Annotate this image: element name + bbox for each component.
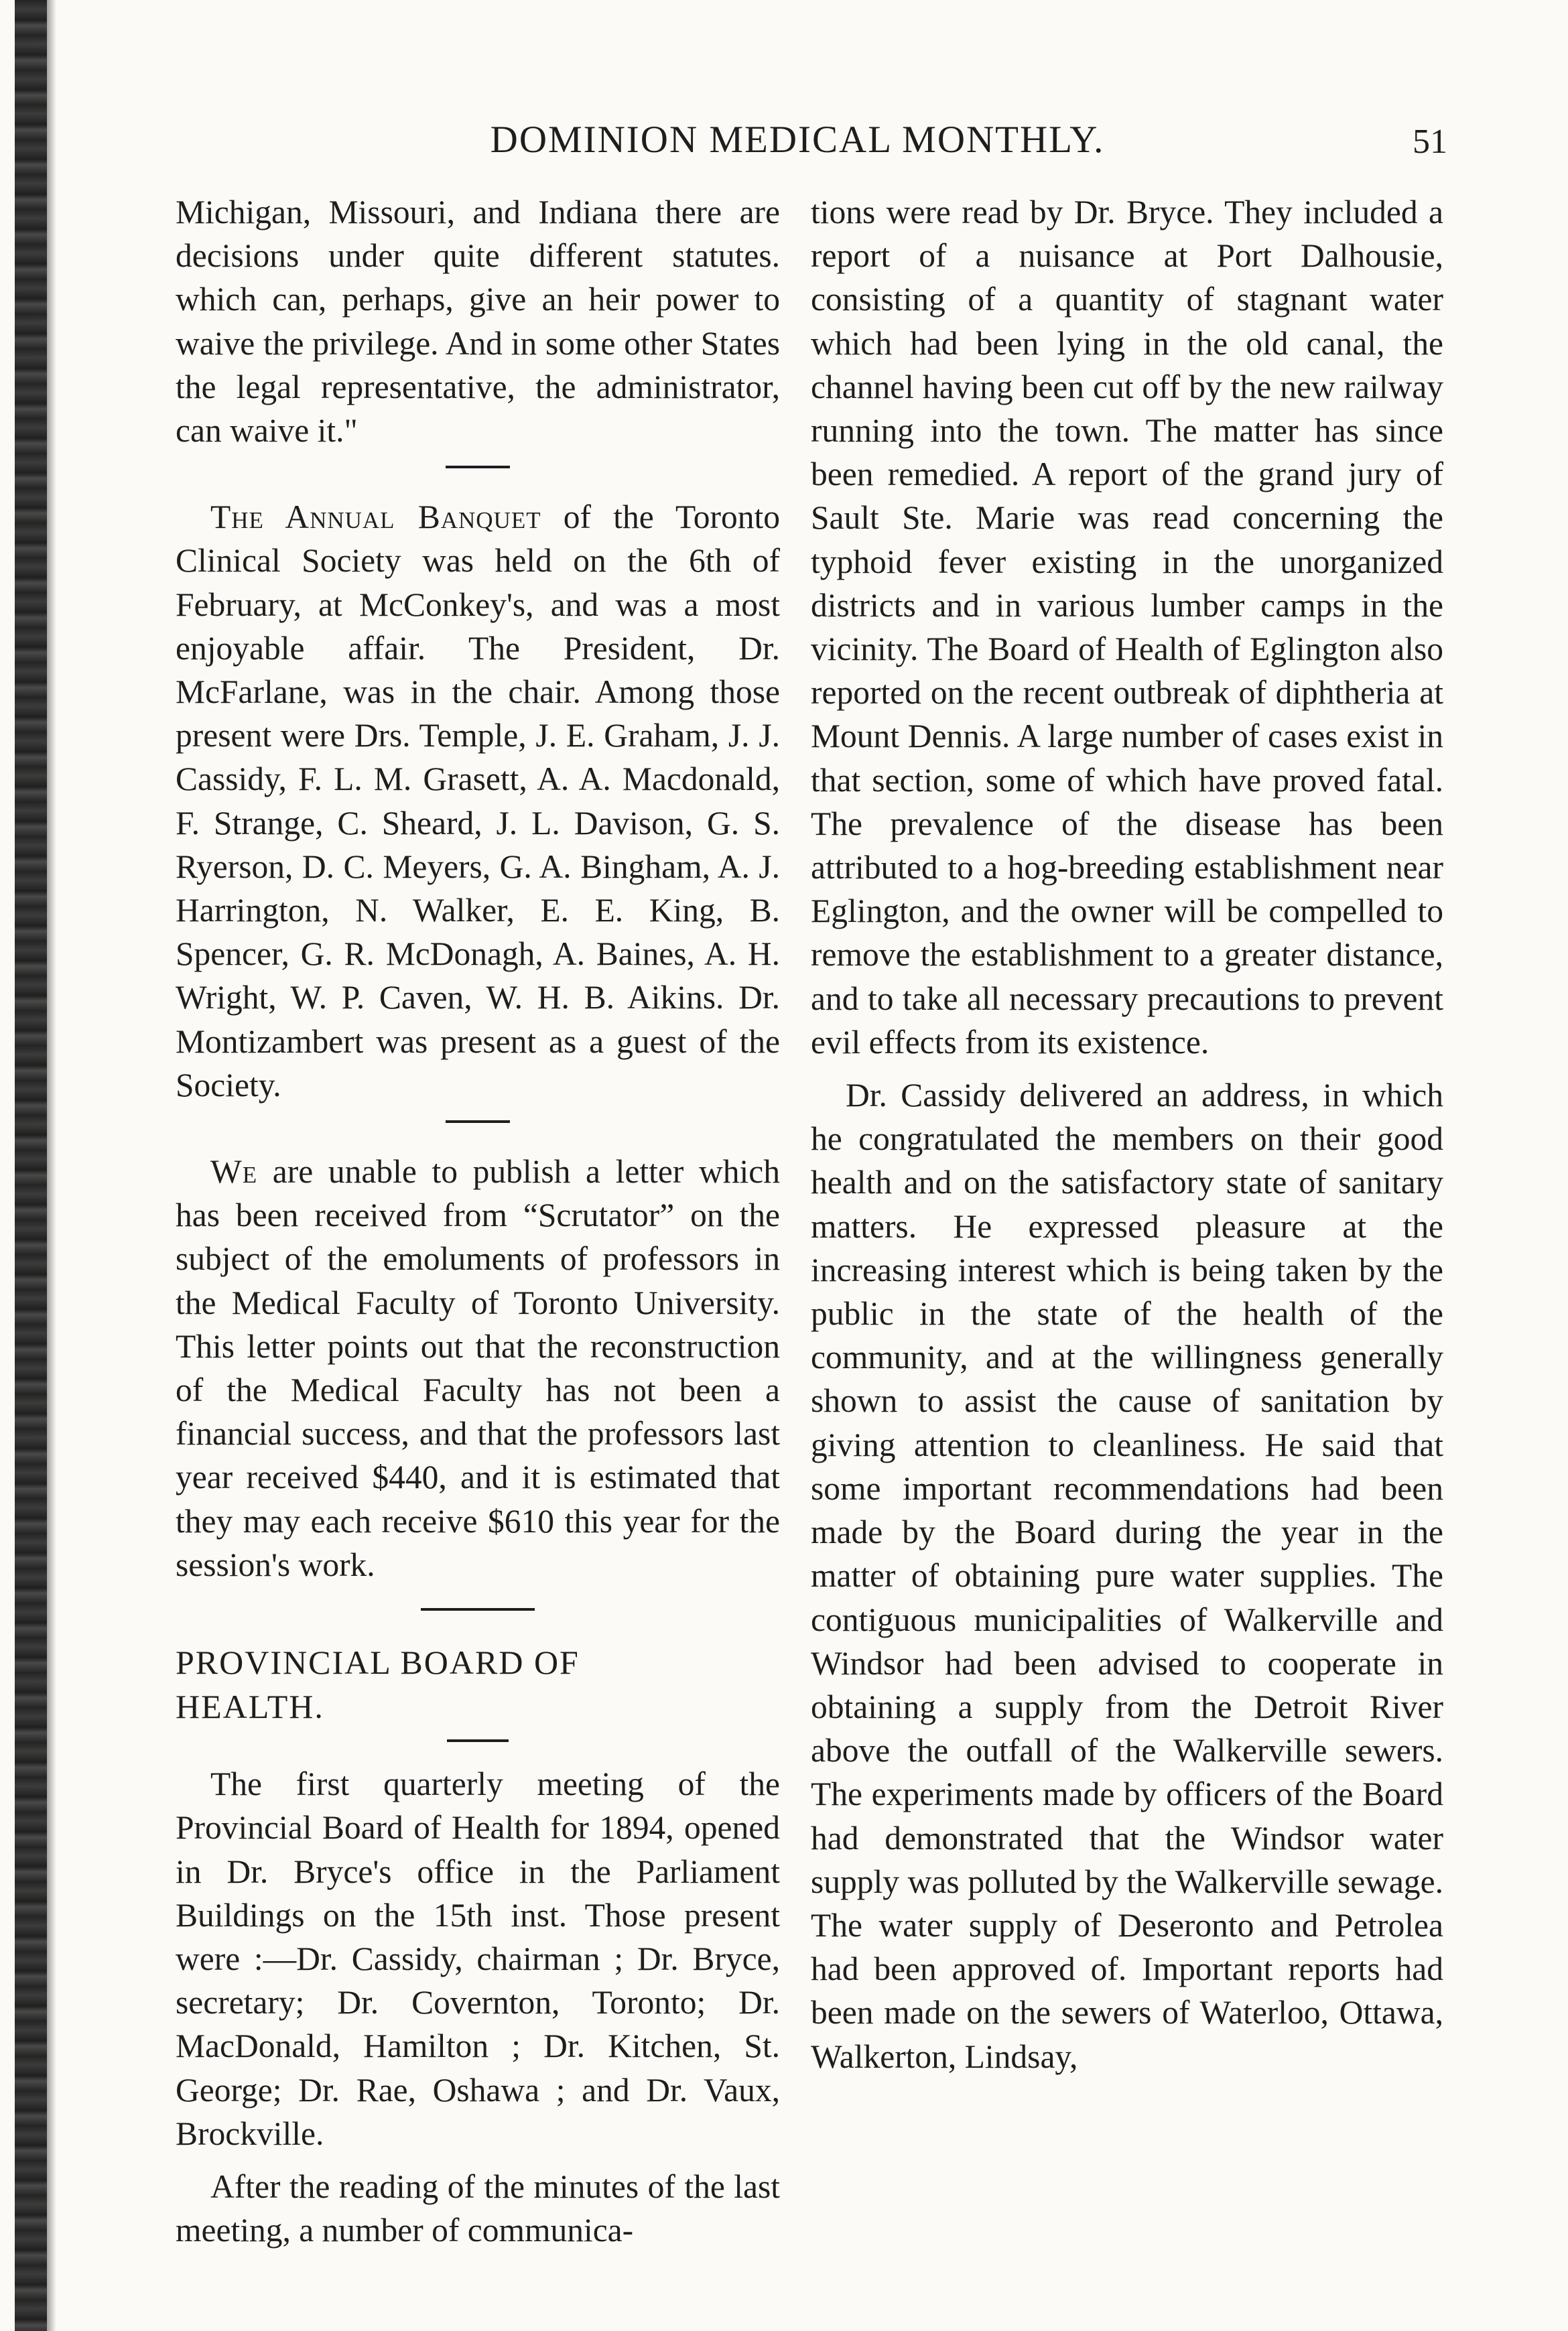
running-title: DOMINION MEDICAL MONTHLY. (490, 119, 1105, 161)
section-divider (421, 1608, 535, 1611)
right-column (811, 190, 1443, 2078)
section-heading-line-1: PROVINCIAL BOARD OF (176, 1644, 580, 1682)
section-divider (446, 466, 510, 468)
paragraph-privilege-continuation: Michigan, Missouri, and Indiana there are decisions under quite different statutes. which can, perhaps, give an heir power to waive the privilege. And in some other States the legal representative, the administrator, can waive it." (176, 194, 780, 450)
paragraph-quarterly-meeting: The first quarterly meeting of the Provincial Board of Health for 1894, opened in Dr. Bryce's office in the Parliament Buildings on the 15th inst. Those present were :—Dr. Cassidy, chairman ; Dr. Bryce, secretary; Dr. Covernton, Toronto; Dr. MacDonald, Hamilton ; Dr. Kitchen, St. George; Dr. Rae, Oshawa ; and Dr. Vaux, Brockville. (176, 1766, 780, 2152)
paragraph-communications-continued: tions were read by Dr. Bryce. They included a report of a nuisance at Port Dalhousie, consisting of a quantity of stagnant water which had been lying in the old canal, the channel having been cut off by the new railway running into the town. The matter has since been remedied. A report of the grand jury of Sault Ste. Marie was read concerning the typhoid fever existing in the unorganized districts and in various lumber camps in the vicinity. The Board of Health of Eglington also reported on the recent outbreak of diphtheria at Mount Dennis. A large number of cases exist in that section, some of which have proved fatal. The prevalence of the disease has been attributed to a hog-breeding establishment near Eglington, and the owner will be compelled to remove the establishment to a greater distance, and to take all necessary precautions to prevent evil effects from its existence. (811, 194, 1443, 1061)
binding-edge (47, 0, 56, 2331)
paragraph-body: are unable to publish a letter which has been received from “Scrutator” on the subject of the emoluments of professors in the Medical Faculty of Toronto University. This letter points out that the reconstruction of the Medical Faculty has not been a financial success, and that the professors last year received $440, and it is estimated that they may each receive $610 this year for the session's work. (176, 1153, 780, 1583)
left-column (176, 190, 780, 2252)
paragraph-cassidy-address: Dr. Cassidy delivered an address, in which he congratulated the members on their good health and on the satisfactory state of sanitary matters. He expressed pleasure at the increasing interest which is being taken by the public in the state of the health of the community, and at the willingness generally shown to assist the cause of sanitation by giving attention to cleanliness. He said that some important recommendations had been made by the Board during the year in the matter of obtaining pure water supplies. The contiguous municipalities of Walkerville and Windsor had been advised to cooperate in obtaining a supply from the Detroit River above the outfall of the Walkerville sewers. The experiments made by officers of the Board had demonstrated that the Windsor water supply was polluted by the Walkerville sewage. The water supply of Deseronto and Petrolea had been approved of. Important reports had been made on the sewers of Waterloo, Ottawa, Walkerton, Lindsay, (811, 1077, 1443, 2075)
paragraph-annual-banquet (176, 495, 780, 1107)
page-number: 51 (1413, 123, 1447, 161)
section-heading-line-2: HEALTH. (176, 1688, 324, 1726)
binding-shadow (15, 0, 47, 2331)
section-divider (446, 1120, 510, 1123)
paragraph-body: of the Toronto Clinical Society was held on the 6th of February, at McConkey's, and was a most enjoyable affair. The President, Dr. McFarlane, was in the chair. Among those present were Drs. Temple, J. E. Graham, J. J. Cassidy, F. L. M. Grasett, A. A. Macdonald, F. Strange, C. Sheard, J. L. Davison, G. S. Ryerson, D. C. Meyers, G. A. Bingham, A. J. Harrington, N. Walker, E. E. King, B. Spencer, G. R. McDonagh, A. Baines, A. H. Wright, W. P. Caven, W. H. B. Aikins. Dr. Montizambert was present as a guest of the Society. (176, 498, 780, 1104)
paragraph-lead-small-caps: The Annual Banquet (210, 498, 541, 536)
paragraph-lead-small-caps: We (210, 1153, 258, 1191)
paragraph-communications: After the reading of the minutes of the last meeting, a number of communica- (176, 2168, 780, 2249)
heading-divider (447, 1739, 509, 1742)
page-header (0, 118, 1568, 172)
paragraph-scrutator-letter (176, 1150, 780, 1587)
